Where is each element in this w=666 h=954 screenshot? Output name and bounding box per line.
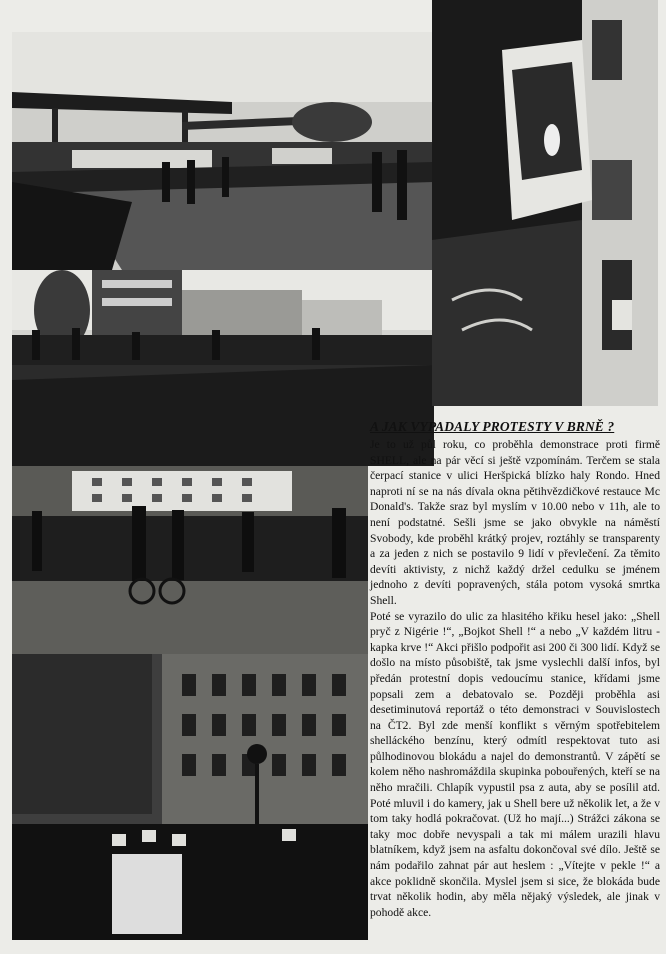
photo-gas-station xyxy=(12,32,434,270)
photo-march-street xyxy=(12,466,368,654)
photo-car-blockade xyxy=(432,0,658,406)
article-title: A JAK VYPADALY PROTESTY V BRNĚ ? xyxy=(370,419,615,434)
article-body: Je to už půl roku, co proběhla demonstrace proti firmě SHELL, ale na pár věcí si ještě vzpomínám. Terčem se stala čerpací stanice v ulici Heršpická blízko haly Rondo. Hned naproti ní se na nás dívala okna pětihvězdičkové restauce Mc Donald's. Takže sraz byl myslím v 10.00 nebo v 11h, ale to není podstatné. Sešli jsme se jako obvykle na náměstí Svobody, kde proběhl krátký projev, roztáhly se transparenty a za jeden z nich se postavilo 9 lidí v převlečení. Za těmito devíti aktivisty, z nichž každý držel cedulku se jménem jednoho z devíti popravených, stála potom vysoká smrtka Shell. Poté se vyrazilo do ulic za hlasitého křiku hesel jako: „Shell pryč z Nigérie !“, „Bojkot Shell !“ a nebo „V každém litru - kapka krve !“ Akci přišlo podpořit asi 200 či 300 lidí. Když se došlo na místo působiště, tak jsme vyslechli další infos, byl předán protestní dopis vedoucímu stanice, křídami jsme popsali zem a debatovalo se. Později proběhla asi desetiminutová reportáž o této demonstraci v Souvislostech na ČT2. Byl zde menší konflikt s věrným spotřebitelem shelláckého benzínu, který odmítl respektovat tuto asi půlhodinovou blokádu a najel do demonstrantů. V zápětí se kolem něho nashromáždila skupinka pobouřených, kteří se na něho mračili. Chlapík vypustil psa z auta, aby se posílil atd. Poté mluvil i do kamery, jak u Shell bere už několik let, a že v tom taky hodlá pokračovat. (Už ho mají...) Strážci zákona se taky moc dobře nevyspali a tak mi málem urazili hlavu blatníkem, když jsem na asfaltu dokončoval své dílo. Ještě se nám podařilo zahnat pár aut heslem : „Vítejte v pekle !“ a akce poklidně skončila. Myslel jsem si sice, že blokáda bude trvat několik hodin, aby měla nějaký výsledek, ale jinak v pohodě akce. xyxy=(370,438,660,919)
article xyxy=(370,419,660,920)
photo-building-crowd xyxy=(12,654,368,940)
